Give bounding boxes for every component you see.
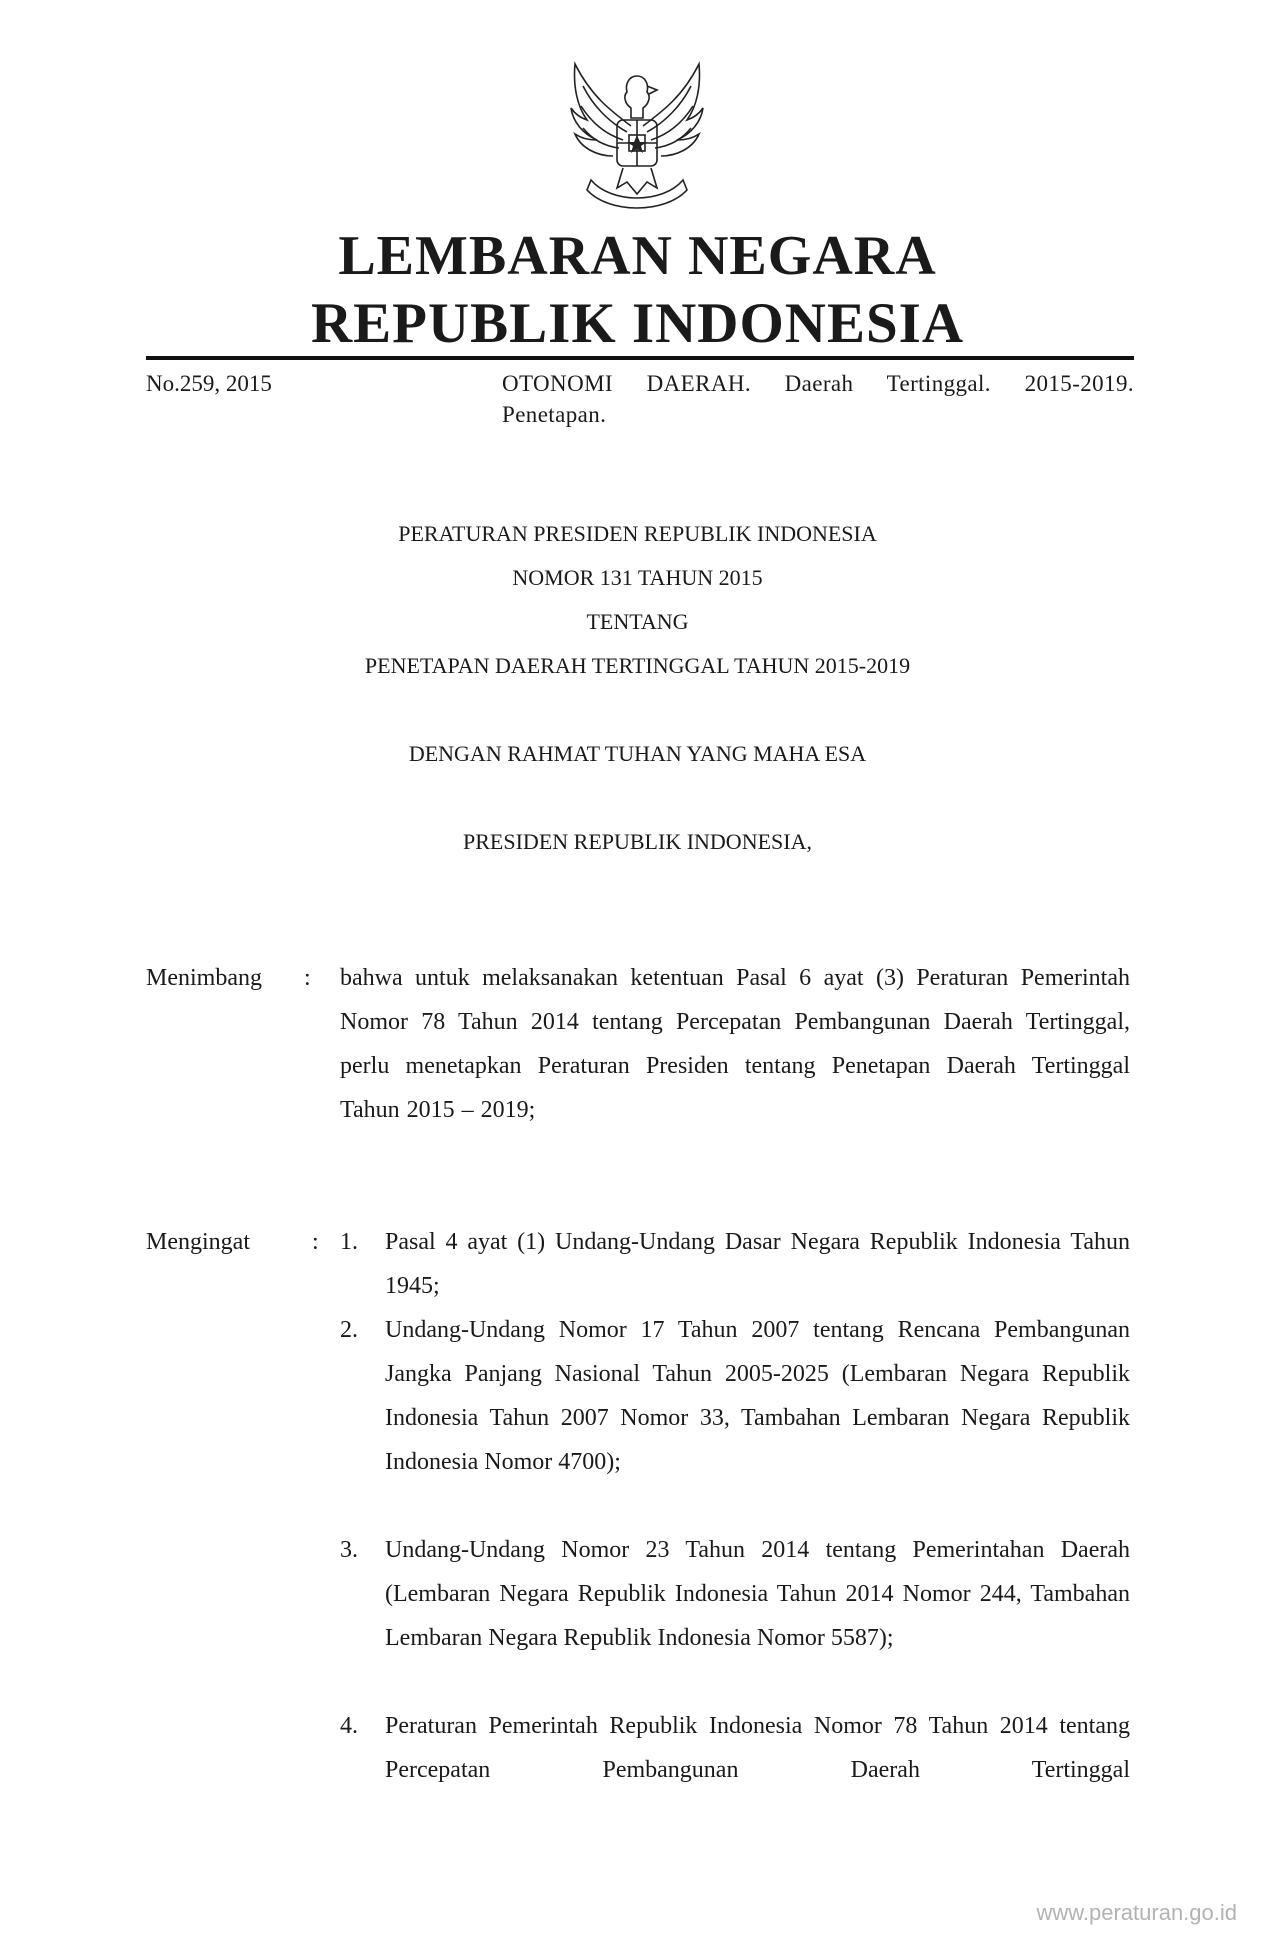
menimbang-text: bahwa untuk melaksanakan ketentuan Pasal 6 ayat (3) Peraturan Pemerintah Nomor 78 Tahun 2014 tentang Percepatan Pembangunan Daerah Tertinggal, perlu menetapkan Peraturan Presiden tentang Penetapan Daerah Tertinggal Tahun 2015 – 2019; bbox=[340, 965, 1130, 1123]
gazette-number: No.259, 2015 bbox=[146, 371, 272, 396]
mengingat-item bbox=[340, 1220, 1130, 1308]
title-divider bbox=[146, 356, 1134, 360]
mengingat-item-number: 4. bbox=[340, 1713, 358, 1739]
mengingat-item-number: 2. bbox=[340, 1317, 358, 1343]
gazette-subject: OTONOMI DAERAH. Daerah Tertinggal. 2015-2019. Penetapan. bbox=[502, 371, 1134, 427]
mengingat-item-text: Undang-Undang Nomor 17 Tahun 2007 tentang Rencana Pembangunan Jangka Panjang Nasional Tahun 2005-2025 (Lembaran Negara Republik Indonesia Tahun 2007 Nomor 33, Tambahan Lembaran Negara Republik Indonesia Nomor 4700); bbox=[385, 1317, 1130, 1475]
regulation-subject: PENETAPAN DAERAH TERTINGGAL TAHUN 2015-2019 bbox=[364, 653, 911, 678]
menimbang-label: Menimbang bbox=[146, 965, 262, 991]
mengingat-item bbox=[340, 1528, 1130, 1660]
mengingat-item-number: 1. bbox=[340, 1229, 358, 1255]
mengingat-item-number: 3. bbox=[340, 1537, 358, 1563]
source-watermark: www.peraturan.go.id bbox=[1036, 1900, 1237, 1925]
gazette-title-line2: REPUBLIK INDONESIA bbox=[310, 292, 965, 355]
regulation-type: PERATURAN PRESIDEN REPUBLIK INDONESIA bbox=[398, 521, 877, 546]
regulation-about: TENTANG bbox=[586, 609, 689, 634]
mengingat-item bbox=[340, 1308, 1130, 1484]
regulation-number: NOMOR 131 TAHUN 2015 bbox=[512, 565, 763, 590]
mengingat-item-text: Pasal 4 ayat (1) Undang-Undang Dasar Negara Republik Indonesia Tahun 1945; bbox=[385, 1229, 1130, 1299]
mengingat-colon: : bbox=[312, 1229, 319, 1255]
gazette-title-line1: LEMBARAN NEGARA bbox=[338, 225, 937, 287]
menimbang-colon: : bbox=[304, 965, 311, 991]
blessing-line: DENGAN RAHMAT TUHAN YANG MAHA ESA bbox=[408, 741, 867, 766]
garuda-emblem-icon bbox=[561, 56, 713, 212]
issuer-line: PRESIDEN REPUBLIK INDONESIA, bbox=[463, 829, 812, 854]
mengingat-item bbox=[340, 1704, 1130, 1792]
mengingat-label: Mengingat bbox=[146, 1229, 250, 1255]
mengingat-item-text: Peraturan Pemerintah Republik Indonesia Nomor 78 Tahun 2014 tentang Percepatan Pembangunan Daerah Tertinggal bbox=[385, 1713, 1130, 1783]
mengingat-item-text: Undang-Undang Nomor 23 Tahun 2014 tentang Pemerintahan Daerah (Lembaran Negara Republik Indonesia Tahun 2014 Nomor 244, Tambahan Lembaran Negara Republik Indonesia Nomor 5587); bbox=[385, 1537, 1130, 1651]
